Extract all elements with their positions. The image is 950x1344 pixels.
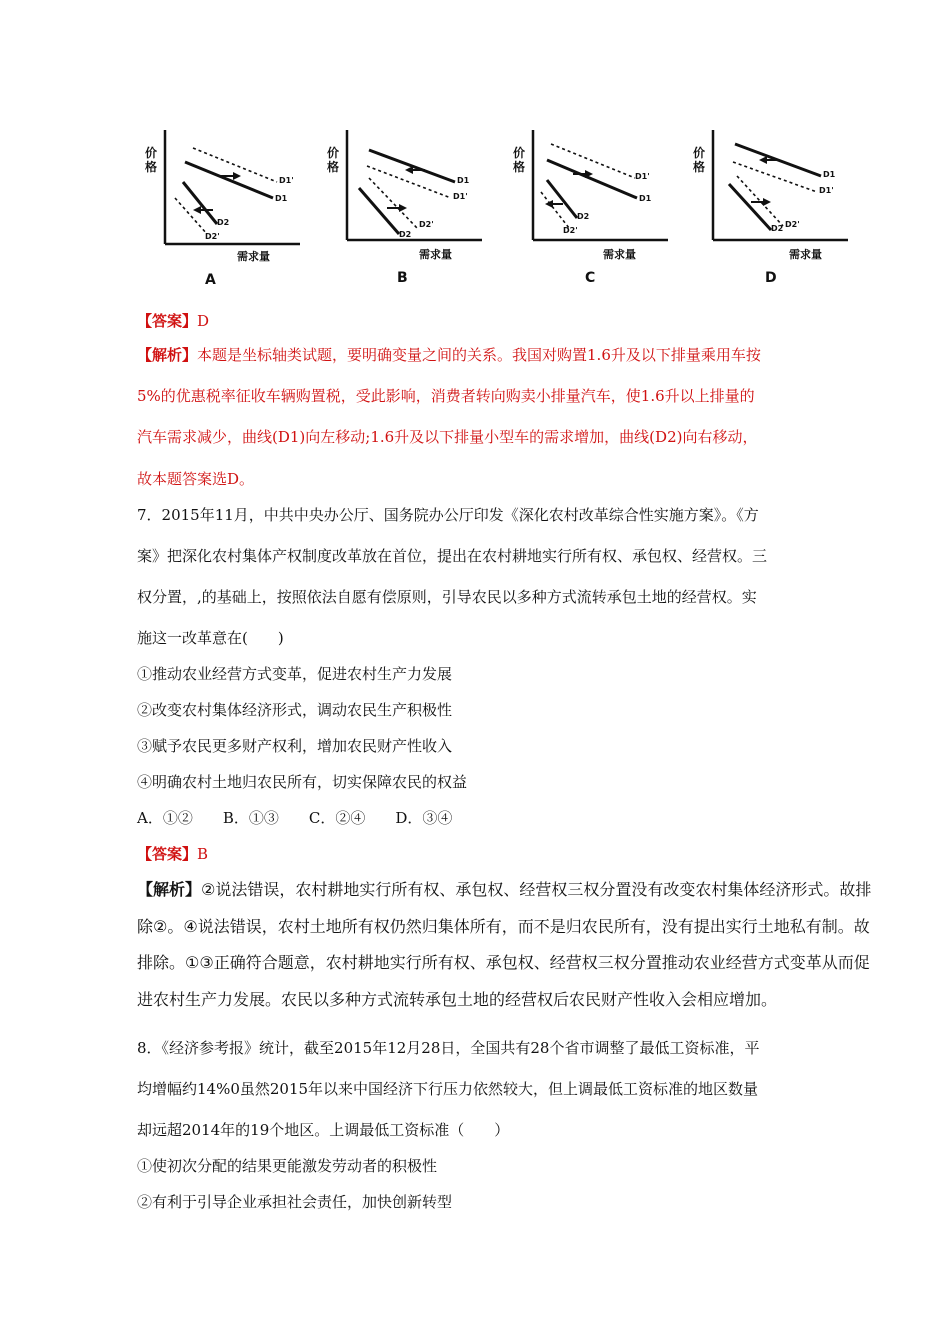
q7-option-1: ①推动农业经营方式变革，促进农村生产力发展 <box>137 665 453 683</box>
q8-option-2: ②有利于引导企业承担社会责任，加快创新转型 <box>137 1193 453 1211</box>
graph-a-ylabel: 价格 <box>145 146 158 174</box>
graph-b-d2p: D2' <box>419 220 434 229</box>
q7-analysis-line-2: 除②。④说法错误，农村土地所有权仍然归集体所有，而不是归农民所有，没有提出实行土地私有制。故 <box>137 917 870 936</box>
graph-a-d1: D1 <box>275 194 288 203</box>
q7-analysis-line-1 <box>137 880 871 900</box>
q6-analysis-line-4: 故本题答案选D。 <box>137 470 255 488</box>
q7-stem-line-3: 权分置，,的基础上，按照依法自愿有偿原则，引导农民以多种方式流转承包土地的经营权。实 <box>137 588 757 606</box>
graph-b-ylabel: 价格 <box>327 146 340 174</box>
graph-b-d1p: D1' <box>453 192 468 201</box>
graph-d-xlabel: 需求量 <box>789 248 822 261</box>
graph-a-d1p: D1' <box>279 176 294 185</box>
graph-d-d1: D1 <box>823 170 836 179</box>
q6-analysis-line-2: 5%的优惠税率征收车辆购置税，受此影响，消费者转向购卖小排量汽车，使1.6升以上排量的 <box>137 387 755 405</box>
graph-c-d2: D2 <box>577 212 590 221</box>
q6-analysis-line-3: 汽车需求减少，曲线(D1)向左移动;1.6升及以下排量小型车的需求增加，曲线(D2)向右移动， <box>137 428 758 446</box>
graph-a-svg <box>145 120 305 250</box>
q6-answer-tag: 【答案】 <box>137 312 198 330</box>
q7-stem-line-2: 案》把深化农村集体产权制度改革放在首位，提出在农村耕地实行所有权、承包权、经营权。三 <box>137 547 768 565</box>
q8-stem-line-3: 却远超2014年的19个地区。上调最低工资标准（ ） <box>137 1121 510 1139</box>
q8-stem-line-1: 8．《经济参考报》统计，截至2015年12月28日，全国共有28个省市调整了最低工资标准，平 <box>137 1039 760 1057</box>
q6-answer-value: D <box>197 312 210 330</box>
q7-option-3: ③赋予农民更多财产权利，增加农民财产性收入 <box>137 737 453 755</box>
demand-curve-figures <box>145 120 845 290</box>
graph-c-ylabel: 价格 <box>513 146 526 174</box>
graph-a-d2p: D2' <box>205 232 220 241</box>
q7-analysis-line-4: 进农村生产力发展。农民以多种方式流转承包土地的经营权后农民财产性收入会相应增加。 <box>137 990 778 1009</box>
q6-analysis-line-1 <box>137 345 761 365</box>
graph-b <box>327 120 487 290</box>
graph-c-d2p: D2' <box>563 226 578 235</box>
graph-d-d1p: D1' <box>819 186 834 195</box>
graph-d-d2: D2 <box>771 224 784 233</box>
q7-option-2: ②改变农村集体经济形式，调动农民生产积极性 <box>137 701 453 719</box>
q7-answer-value: B <box>197 845 209 863</box>
graph-b-letter: B <box>397 270 408 286</box>
graph-d <box>693 120 853 290</box>
graph-b-d2: D2 <box>399 230 412 239</box>
q7-stem-line-4: 施这一改革意在( ) <box>137 629 284 647</box>
q8-stem-line-2: 均增幅约14%0虽然2015年以来中国经济下行压力依然较大，但上调最低工资标准的地区数量 <box>137 1080 759 1098</box>
graph-d-ylabel: 价格 <box>693 146 706 174</box>
q6-answer <box>137 311 209 331</box>
graph-d-letter: D <box>765 270 777 286</box>
graph-c-d1: D1 <box>639 194 652 203</box>
graph-c-xlabel: 需求量 <box>603 248 636 261</box>
graph-b-xlabel: 需求量 <box>419 248 452 261</box>
graph-a-letter: A <box>205 272 216 288</box>
q7-choices: A．①② B．①③ C．②④ D．③④ <box>137 809 453 827</box>
graph-b-d1: D1 <box>457 176 470 185</box>
graph-d-d2p: D2' <box>785 220 800 229</box>
graph-c-svg <box>513 120 673 250</box>
q7-stem-line-1: 7．2015年11月，中共中央办公厅、国务院办公厅印发《深化农村改革综合性实施方案》。《方 <box>137 506 759 524</box>
q6-analysis-text: 本题是坐标轴类试题，要明确变量之间的关系。我国对购置1.6升及以下排量乘用车按 <box>197 346 761 364</box>
graph-a-xlabel: 需求量 <box>237 250 270 263</box>
q7-analysis-text: ②说法错误，农村耕地实行所有权、承包权、经营权三权分置没有改变农村集体经济形式。故排 <box>201 880 872 899</box>
graph-a-d2: D2 <box>217 218 230 227</box>
q7-analysis-tag: 【解析】 <box>137 880 202 899</box>
q7-answer <box>137 844 208 864</box>
q7-option-4: ④明确农村土地归农民所有，切实保障农民的权益 <box>137 773 468 791</box>
graph-c-d1p: D1' <box>635 172 650 181</box>
graph-c <box>513 120 673 290</box>
graph-a <box>145 120 305 290</box>
q8-option-1: ①使初次分配的结果更能激发劳动者的积极性 <box>137 1157 438 1175</box>
q7-answer-tag: 【答案】 <box>137 845 198 863</box>
graph-c-letter: C <box>585 270 596 286</box>
q6-analysis-tag: 【解析】 <box>137 346 198 364</box>
q7-analysis-line-3: 排除。①③正确符合题意，农村耕地实行所有权、承包权、经营权三权分置推动农业经营方式变革从而促 <box>137 953 870 972</box>
